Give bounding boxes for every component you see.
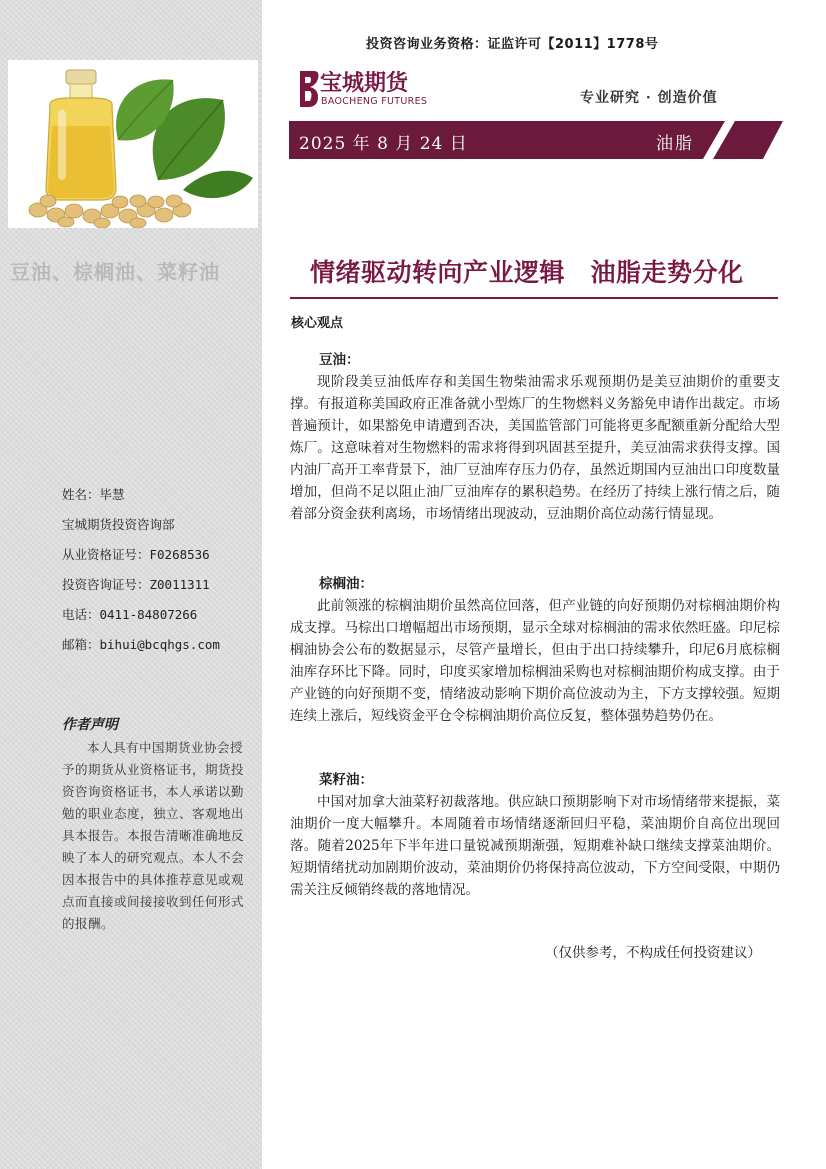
cover-image-oil-soybeans <box>8 60 258 228</box>
palm-oil-paragraph: 此前领涨的棕榈油期价虽然高位回落，但产业链的向好预期仍对棕榈油期价构成支撑。马棕出口增幅超出市场预期，显示全球对棕榈油的需求依然旺盛。印尼棕榈油协会公布的数据显示，尽管产量增长，但由于出口持续攀升，印尼6月底棕榈油库存环比下降。同时，印度买家增加棕榈油采购也对棕榈油期价构成支撑。由于产业链的向好预期不变，情绪波动影响下期价高位波动为主，下方支撑较强。短期连续上涨后，短线资金平仓令棕榈油期价高位反复，整体强势趋势仍在。 <box>290 598 780 724</box>
palm-oil-heading: 棕榈油： <box>319 576 373 592</box>
author-info <box>62 487 252 667</box>
author-email: 邮箱：bihui@bcqhgs.com <box>62 637 220 652</box>
company-slogan: 专业研究 · 创造价值 <box>580 90 718 106</box>
logo-english-name: BAOCHENG FUTURES <box>321 96 428 107</box>
author-name: 姓名：毕慧 <box>62 487 125 502</box>
sidebar-product-title: 豆油、棕榈油、菜籽油 <box>10 260 220 284</box>
rapeseed-oil-paragraph: 中国对加拿大油菜籽初裁落地。供应缺口预期影响下对市场情绪带来提振，菜油期价一度大幅攀升。本周随着市场情绪逐渐回归平稳，菜油期价自高位出现回落。随着2025年下半年进口量锐减预期渐强，短期难补缺口继续支撑菜油期价。短期情绪扰动加剧期价波动，菜油期价仍将保持高位波动，下方空间受限，中期仍需关注反倾销终裁的落地情况。 <box>290 794 780 898</box>
license-notice: 投资咨询业务资格：证监许可【2011】1778号 <box>366 37 659 52</box>
author-department: 宝城期货投资咨询部 <box>62 517 175 532</box>
rapeseed-oil-heading: 菜籽油： <box>319 772 373 788</box>
report-category: 油脂 <box>656 134 694 154</box>
soybean-oil-paragraph: 现阶段美豆油低库存和美国生物柴油需求乐观预期仍是美豆油期价的重要支撑。有报道称美国政府正准备就小型炼厂的生物燃料义务豁免申请作出裁定。市场普遍预计，如果豁免申请遭到否决，美国监管部门可能将更多配额重新分配给大型炼厂。这意味着对生物燃料的需求将得到巩固甚至提升，美豆油需求获得支撑。国内油厂高开工率背景下，油厂豆油库存压力仍存，虽然近期国内豆油出口印度数量增加，但尚不足以阻止油厂豆油库存的累积趋势。在经历了持续上涨行情之后，随着部分资金获利离场，市场情绪出现波动，豆油期价高位动荡行情显现。 <box>290 374 780 522</box>
title-divider <box>290 297 778 299</box>
author-qualification-number: 从业资格证号：F0268536 <box>62 547 210 562</box>
investment-disclaimer-footnote: （仅供参考，不构成任何投资建议） <box>545 945 761 961</box>
soybean-oil-heading: 豆油： <box>319 352 360 368</box>
author-phone: 电话：0411-84807266 <box>62 607 198 622</box>
disclaimer-text: 本人具有中国期货业协会授予的期货从业资格证书，期货投资咨询资格证书，本人承诺以勤勉的职业态度，独立、客观地出具本报告。本报告清晰准确地反映了本人的研究观点。本人不会因本报告中的具体推荐意见或观点而直接或间接接收到任何形式的报酬。 <box>62 740 245 931</box>
report-date: 2025 年 8 月 24 日 <box>299 134 468 154</box>
core-views-label: 核心观点 <box>291 316 344 331</box>
logo-chinese-name: 宝城期货 <box>320 70 409 96</box>
disclaimer-title: 作者声明 <box>62 717 118 733</box>
report-title: 情绪驱动转向产业逻辑 油脂走势分化 <box>310 258 744 287</box>
author-consulting-number: 投资咨询证号：Z0011311 <box>62 577 210 592</box>
oil-bottle-soybean-illustration <box>8 60 258 228</box>
